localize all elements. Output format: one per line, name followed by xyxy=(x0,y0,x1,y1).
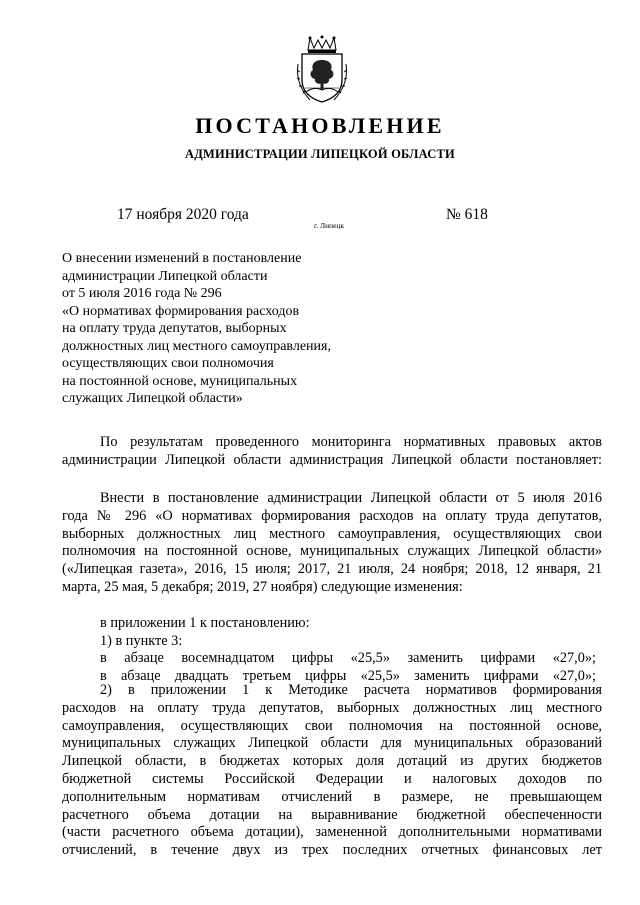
paragraph-line: 2) в приложении 1 к Методике расчета нормативов формирования xyxy=(100,682,602,698)
document-title: ПОСТАНОВЛЕНИЕ xyxy=(195,113,445,138)
list-line: в абзаце восемнадцатом цифры «25,5» заменить цифрами «27,0»; xyxy=(100,650,596,667)
heading-line: служащих Липецкой области» xyxy=(62,391,243,406)
list-line: в приложении 1 к постановлению: xyxy=(100,614,310,631)
paragraph-line: дополнительным нормативам отчислений в размере, не превышающем xyxy=(62,788,602,805)
paragraph-line: Липецкой области, в бюджетах которых доля дотаций из других бюджетов xyxy=(62,753,602,770)
heading-line: администрации Липецкой области xyxy=(62,268,268,284)
paragraph-line: бюджетной системы Российской Федерации и налоговых доходов по xyxy=(62,770,602,787)
list-line: 1) в пункте 3: xyxy=(100,632,183,649)
paragraph-line: расчетного объема дотации на выравнивание бюджетной обеспеченности xyxy=(62,806,602,823)
preamble-paragraph xyxy=(62,434,602,470)
paragraph-line: года № 296 «О нормативах формирования расходов на оплату труда депутатов, xyxy=(62,507,602,524)
paragraph-line: муниципальных служащих Липецкой области для муниципальных образований xyxy=(62,735,602,752)
paragraph-line: марта, 25 мая, 5 декабря; 2019, 27 ноября) следующие изменения: xyxy=(62,578,463,595)
paragraph-line: самоуправления, осуществляющих свои полномочия на постоянной основе, xyxy=(62,717,602,734)
paragraph-line: («Липецкая газета», 2016, 15 июля; 2017, 21 июля, 24 ноября; 2018, 12 января, 21 xyxy=(62,561,602,578)
document-date: 17 ноября 2020 года xyxy=(117,206,249,223)
heading-line: на оплату труда депутатов, выборных xyxy=(62,321,287,336)
heading-line: О внесении изменений в постановление xyxy=(62,251,302,266)
paragraph-line: (части расчетного объема дотации), замененной дополнительными нормативами xyxy=(62,824,602,841)
list-line: в абзаце двадцать третьем цифры «25,5» заменить цифрами «27,0»; xyxy=(100,668,596,685)
heading-line: должностных лиц местного самоуправления, xyxy=(62,338,331,354)
paragraph-line: расходов на оплату труда депутатов, выборных должностных лиц местного xyxy=(62,699,602,716)
heading-line: на постоянной основе, муниципальных xyxy=(62,373,298,389)
appendix-paragraph xyxy=(62,682,602,860)
paragraph-line: По результатам проведенного мониторинга нормативных правовых актов xyxy=(100,434,602,450)
paragraph-line: отчислений, в течение двух из трех последних отчетных финансовых лет xyxy=(62,842,602,859)
paragraph-line: Внести в постановление администрации Липецкой области от 5 июля 2016 xyxy=(100,490,602,506)
heading-line: «О нормативах формирования расходов xyxy=(62,303,300,319)
lipetsk-coat-of-arms-icon xyxy=(292,34,352,106)
resolution-heading xyxy=(62,250,392,408)
document-number: № 618 xyxy=(446,206,488,223)
heading-line: осуществляющих свои полномочия xyxy=(62,356,274,371)
paragraph-line: администрации Липецкой области администрация Липецкой области постановляет: xyxy=(62,451,602,468)
heading-line: от 5 июля 2016 года № 296 xyxy=(62,286,222,301)
document-city: г. Липецк xyxy=(314,221,345,230)
paragraph-line: выборных должностных лиц местного самоуправления, осуществляющих свои xyxy=(62,525,602,542)
document-subtitle: АДМИНИСТРАЦИИ ЛИПЕЦКОЙ ОБЛАСТИ xyxy=(185,147,455,161)
paragraph-line: полномочия на постоянной основе, муниципальных служащих Липецкой области» xyxy=(62,543,602,560)
amendment-paragraph xyxy=(62,490,602,686)
